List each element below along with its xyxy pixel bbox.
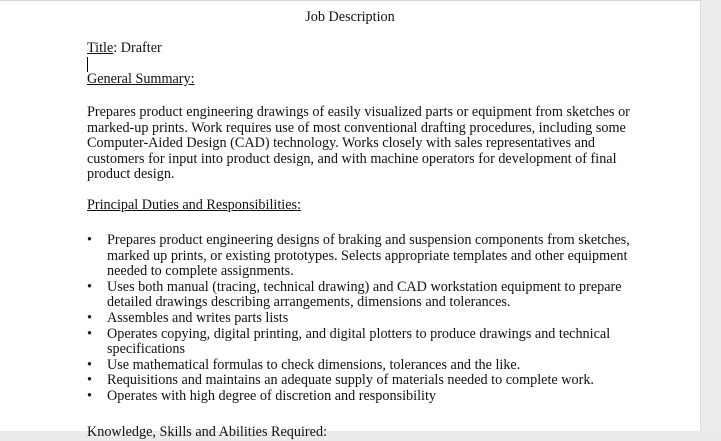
bullet-glyph: • [87,387,92,404]
duty-list-item [0,327,700,358]
title-value: : Drafter [113,40,162,56]
bullet-glyph: • [87,325,92,342]
text-cursor [87,57,88,72]
duty-list-item [0,311,700,327]
summary-line: customers for input into product design, and with machine operators for development of final [87,150,617,167]
next-heading-partial: Knowledge, Skills and Abilities Required: [87,424,327,440]
document-header: Job Description [305,9,395,25]
duty-line: specifications [107,341,186,358]
duty-list-item [0,373,700,389]
general-summary-heading: General Summary: [87,71,195,87]
summary-line: Computer-Aided Design (CAD) technology. Works closely with sales representatives and [87,135,596,152]
duty-line: Requisitions and maintains an adequate supply of materials needed to complete work. [107,372,594,389]
summary-line: Prepares product engineering drawings of easily visualized parts or equipment from sketches or [87,104,630,120]
duty-list-item [0,358,700,374]
bullet-glyph: • [87,232,92,248]
summary-line: product design. [87,166,175,183]
duty-line: Prepares product engineering designs of braking and suspension components from sketches, [107,232,630,248]
duty-list-item [0,389,700,405]
bullet-glyph: • [87,372,92,389]
duty-list-item [0,280,700,311]
summary-line: marked-up prints. Work requires use of most conventional drafting procedures, including some [87,119,626,136]
bullet-glyph: • [87,356,92,373]
duty-line: detailed drawings describing arrangements, dimensions and tolerances. [107,294,511,311]
duties-list [0,233,700,405]
duty-line: Use mathematical formulas to check dimensions, tolerances and the like. [107,356,521,373]
duty-line: needed to complete assignments. [107,263,294,280]
duty-line: Operates with high degree of discretion and responsibility [107,387,436,404]
duty-list-item [0,233,700,280]
title-label: Title [87,40,114,56]
title-line [87,41,162,57]
bullet-glyph: • [87,309,92,326]
bullet-glyph: • [87,278,92,295]
scroll-gutter[interactable] [700,0,721,430]
duty-line: Uses both manual (tracing, technical drawing) and CAD workstation equipment to prepare [107,278,622,295]
duties-heading: Principal Duties and Responsibilities: [87,197,301,213]
duty-line: marked up prints, or existing prototypes. Selects appropriate templates and other equipment [107,247,628,264]
duty-line: Assembles and writes parts lists [107,309,289,326]
duty-line: Operates copying, digital printing, and digital plotters to produce drawings and technical [107,325,611,342]
